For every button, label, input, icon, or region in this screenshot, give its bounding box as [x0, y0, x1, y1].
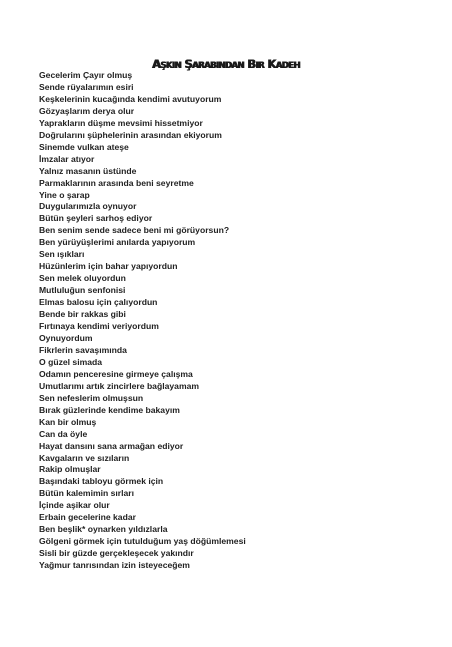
- poem-line: Umutlarımı artık zincirlere bağlayamam: [39, 380, 200, 391]
- poem-line: Sen melek oluyordun: [39, 273, 126, 284]
- poem-line: Yalnız masanın üstünde: [39, 165, 137, 176]
- poem-line: Elmas balosu için çalıyordun: [39, 297, 158, 308]
- poem-line: Hüzünlerim için bahar yapıyordun: [39, 261, 178, 272]
- poem-line: Sen ışıkları: [39, 249, 85, 260]
- poem-line: Sen nefeslerim olmuşsun: [39, 392, 144, 403]
- poem-line: Ben beşlik* oynarken yıldızlarla: [39, 524, 168, 535]
- poem-line: Keşkelerinin kucağında kendimi avutuyorum: [39, 93, 222, 104]
- poem-line: Erbain gecelerine kadar: [39, 512, 136, 523]
- poem-line: Sisli bir güzde gerçekleşecek yakındır: [39, 548, 194, 559]
- poem-line: Yaprakların düşme mevsimi hissetmiyor: [39, 117, 203, 128]
- poem-line: Bütün şeyleri sarhoş ediyor: [39, 213, 153, 224]
- poem-line: Bende bir rakkas gibi: [39, 309, 126, 320]
- poem-line: Kavgaların ve sızıların: [39, 452, 130, 463]
- poem-line: Ben senim sende sadece beni mi görüyorsun?: [39, 225, 230, 236]
- poem-line: Bütün kalemimin sırları: [39, 488, 135, 499]
- poem-line: Odamın penceresine girmeye çalışma: [39, 368, 193, 379]
- poem-line: Mutluluğun senfonisi: [39, 285, 126, 296]
- poem-line: Can da öyle: [39, 428, 88, 439]
- poem-line: Gölgeni görmek için tutulduğum yaş döğümlemesi: [39, 536, 246, 547]
- poem-title: AŞKIN ŞARABINDAN BIR KADEH: [152, 57, 300, 71]
- poem-line: Rakip olmuşlar: [39, 464, 101, 475]
- poem-line: Fikrlerin savaşımında: [39, 344, 127, 355]
- poem-line: Hayat dansını sana armağan ediyor: [39, 440, 184, 451]
- poem-line: Ben yürüyüşlerimi anılarda yapıyorum: [39, 237, 196, 248]
- poem-line: Duygularımızla oynuyor: [39, 201, 137, 212]
- poem-line: Fırtınaya kendimi veriyordum: [39, 321, 159, 332]
- poem-line: Bırak güzlerinde kendime bakayım: [39, 404, 180, 415]
- poem-line: Parmaklarının arasında beni seyretme: [39, 177, 194, 188]
- poem-line: Yine o şarap: [39, 189, 90, 200]
- poem-line: Başındaki tabloyu görmek için: [39, 476, 164, 487]
- poem-line: Gözyaşlarım derya olur: [39, 105, 135, 116]
- poem-line: Oynuyordum: [39, 332, 93, 343]
- poem-line: Kan bir olmuş: [39, 416, 97, 427]
- poem-line: O güzel simada: [39, 356, 103, 367]
- poem-line: Doğrularını şüphelerinin arasından ekiyorum: [39, 129, 222, 140]
- poem-line: İçinde aşikar olur: [39, 500, 110, 511]
- poem-line: Sende rüyalarımın esiri: [39, 81, 134, 92]
- poem-body: [39, 70, 246, 572]
- poem-line: İmzalar atıyor: [39, 153, 95, 164]
- poem-line: Sinemde vulkan ateşe: [39, 141, 129, 152]
- poem-line: Yağmur tanrısından izin isteyeceğem: [39, 560, 190, 571]
- poem-line: Gecelerim Çayır olmuş: [39, 70, 133, 80]
